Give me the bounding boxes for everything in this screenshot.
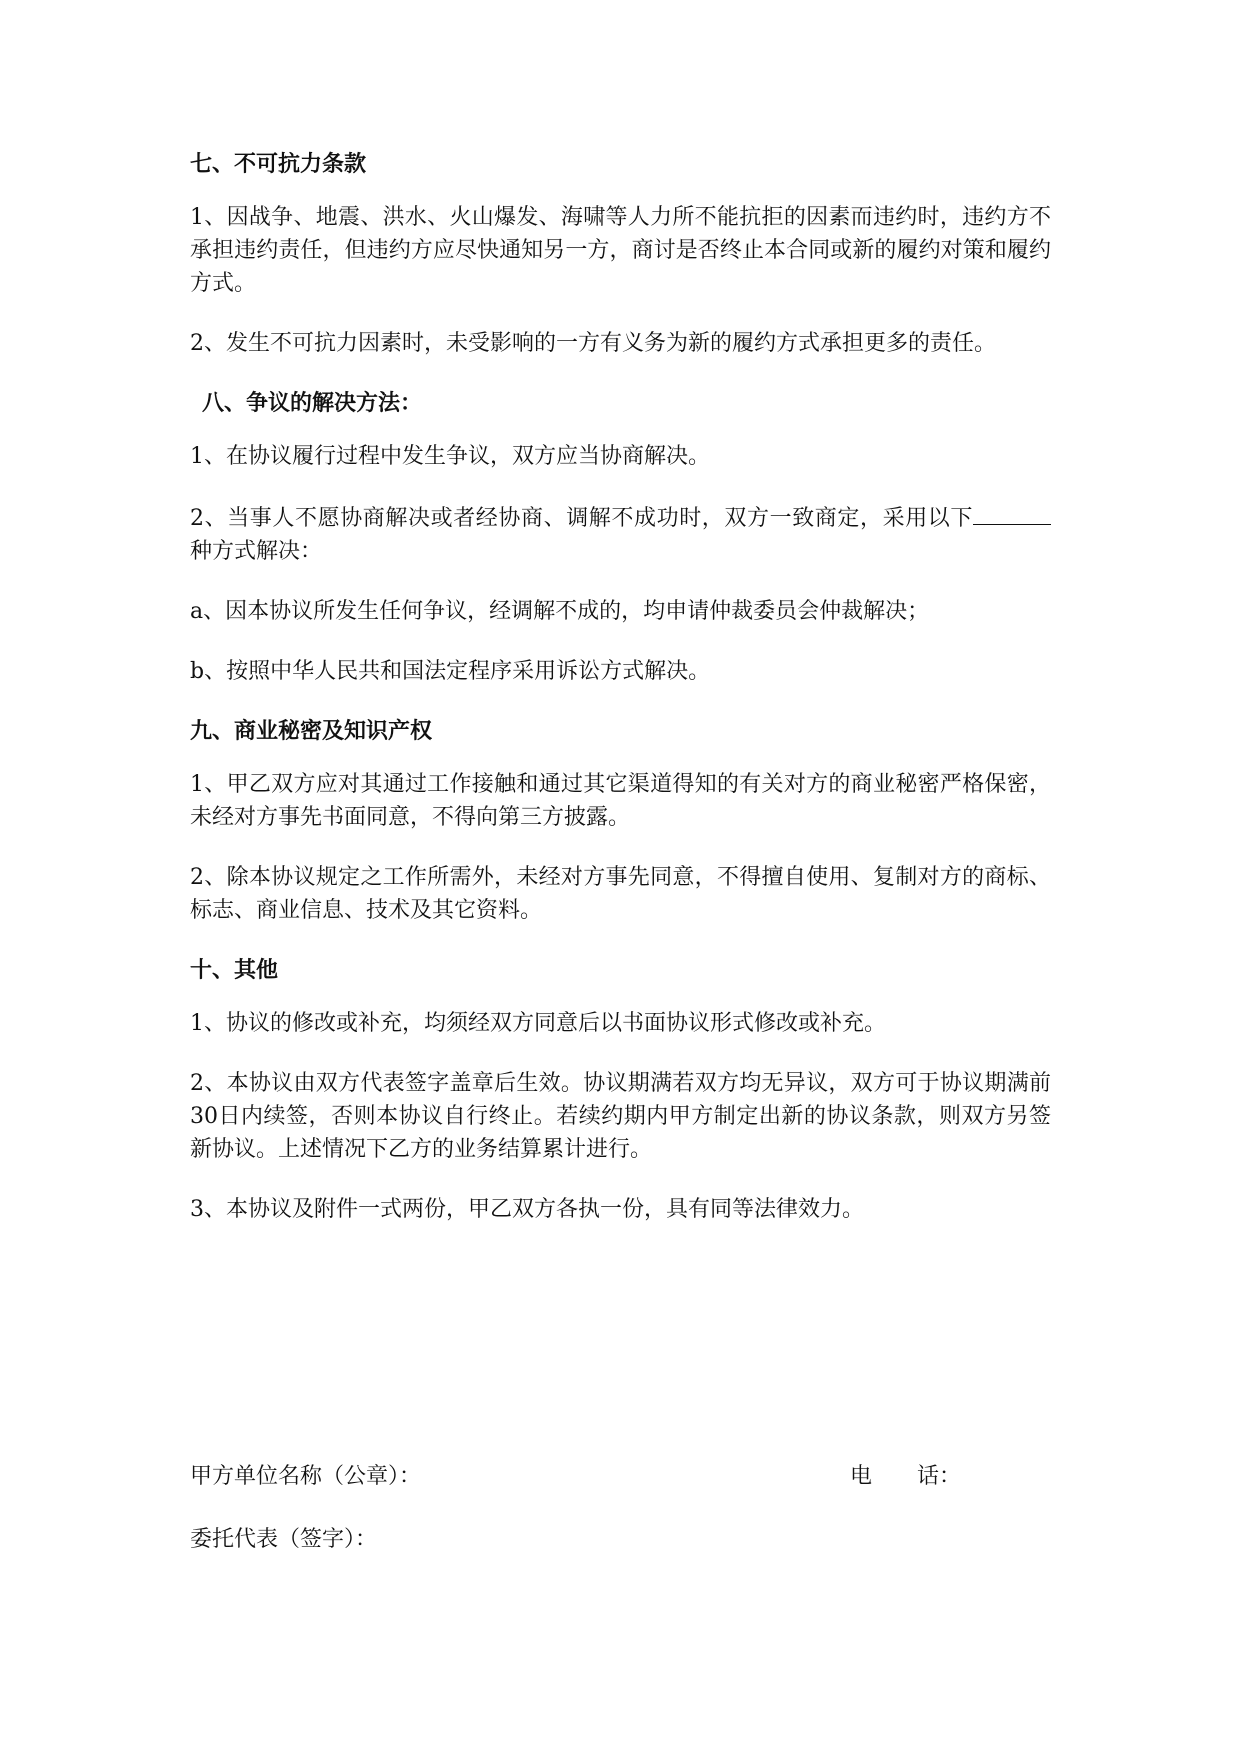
section-10-paragraph-3: 3、本协议及附件一式两份，甲乙双方各执一份，具有同等法律效力。: [190, 1197, 864, 1222]
phone-label: [850, 1460, 961, 1493]
section-8-title: 八、争议的解决方法：: [202, 391, 423, 416]
section-7-paragraph-1: 1、因战争、地震、洪水、火山爆发、海啸等人力所不能抗拒的因素而违约时，违约方不承担违约责任，但违约方应尽快通知另一方，商讨是否终止本合同或新的履约对策和履约方式。: [190, 205, 1051, 296]
section-7-paragraph-2: 2、发生不可抗力因素时，未受影响的一方有义务为新的履约方式承担更多的责任。: [190, 331, 996, 356]
section-8-paragraph-2-start: 2、当事人不愿协商解决或者经协商、调解不成功时，双方一致商定，采用以下: [190, 506, 973, 531]
section-8-option-a: a、因本协议所发生任何争议，经调解不成的，均申请仲裁委员会仲裁解决；: [190, 599, 930, 624]
section-8-paragraph-1: 1、在协议履行过程中发生争议，双方应当协商解决。: [190, 444, 710, 469]
signature-row-party-a: [190, 1460, 1051, 1493]
section-9-paragraph-2: 2、除本协议规定之工作所需外，未经对方事先同意，不得擅自使用、复制对方的商标、标志、商业信息、技术及其它资料。: [190, 865, 1051, 923]
section-10-title: 十、其他: [190, 958, 279, 983]
representative-label: 委托代表（签字）：: [190, 1527, 378, 1552]
section-8-option-b: b、按照中华人民共和国法定程序采用诉讼方式解决。: [190, 659, 711, 684]
section-8-paragraph-2: [190, 500, 1051, 568]
party-a-name-label: 甲方单位名称（公章）：: [190, 1464, 422, 1489]
signature-block: [190, 1460, 1051, 1586]
fill-in-blank: [973, 500, 1051, 525]
phone-label-char-2: 话：: [917, 1464, 962, 1489]
section-7-title: 七、不可抗力条款: [190, 152, 367, 177]
section-8-paragraph-2-end: 种方式解决：: [190, 539, 323, 564]
section-9-title: 九、商业秘密及知识产权: [190, 719, 433, 744]
section-9-paragraph-1: 1、甲乙双方应对其通过工作接触和通过其它渠道得知的有关对方的商业秘密严格保密，未经对方事先书面同意，不得向第三方披露。: [190, 772, 1051, 830]
section-10-paragraph-1: 1、协议的修改或补充，均须经双方同意后以书面协议形式修改或补充。: [190, 1011, 886, 1036]
signature-row-representative: [190, 1523, 1051, 1556]
section-10-paragraph-2: 2、本协议由双方代表签字盖章后生效。协议期满若双方均无异议，双方可于协议期满前30日内续签，否则本协议自行终止。若续约期内甲方制定出新的协议条款，则双方另签新协议。上述情况下乙方的业务结算累计进行。: [190, 1071, 1051, 1162]
phone-label-char-1: 电: [850, 1464, 873, 1489]
